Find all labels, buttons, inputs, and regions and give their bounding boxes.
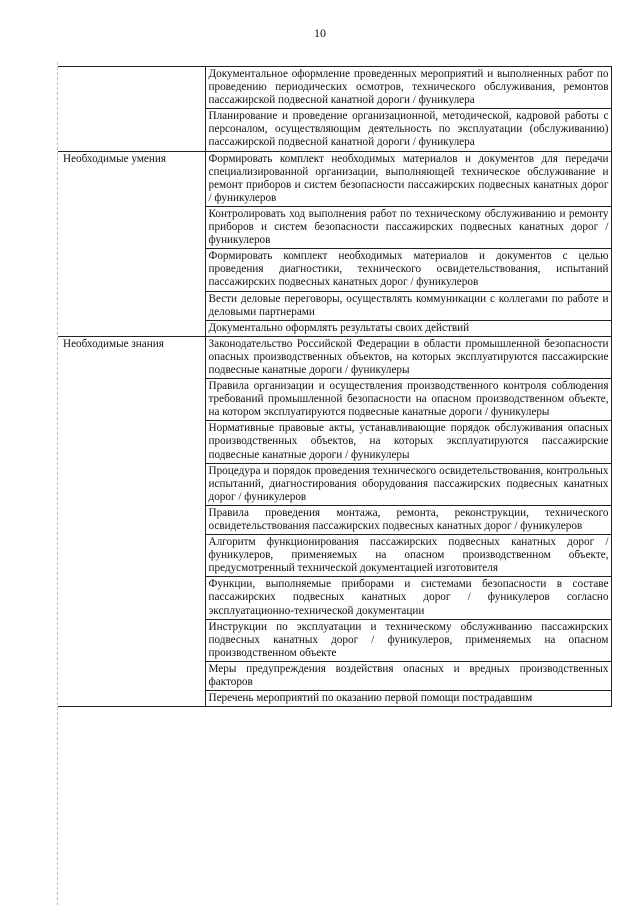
requirement-item: Формировать комплект необходимых материалов и документов с целью проведения диагностики, технического освидетельствования, испытаний пассажирских подвесных канатных дорог / фуникулеров <box>205 249 611 291</box>
requirement-item: Вести деловые переговоры, осуществлять коммуникации с коллегами по работе и деловыми партнерами <box>205 291 611 320</box>
requirement-item: Законодательство Российской Федерации в области промышленной безопасности опасных производственных объектов, на которых эксплуатируются пассажирские подвесные канатные дороги / фуникулеры <box>205 336 611 378</box>
competency-table <box>58 66 612 707</box>
table-row <box>58 67 611 109</box>
requirement-item: Формировать комплект необходимых материалов и документов для передачи специализированной организации, выполняющей техническое обслуживание и ремонт приборов и систем безопасности пассажирских подвесных канатных дорог / фуникулеров <box>205 151 611 206</box>
table-row <box>58 151 611 206</box>
section-label <box>58 67 205 152</box>
requirement-item: Документально оформлять результаты своих действий <box>205 320 611 336</box>
page-number: 10 <box>314 26 326 40</box>
section-label: Необходимые умения <box>58 151 205 336</box>
competency-table-body <box>58 67 611 707</box>
requirement-item: Меры предупреждения воздействия опасных и вредных производственных факторов <box>205 661 611 690</box>
requirement-item: Нормативные правовые акты, устанавливающие порядок обслуживания опасных производственных объектов, на которых эксплуатируются пассажирские подвесные канатные дороги / фуникулеры <box>205 421 611 463</box>
requirement-item: Документальное оформление проведенных мероприятий и выполненных работ по проведению периодических осмотров, технического обслуживания, ремонтов пассажирской подвесной канатной дороги / фуникулера <box>205 67 611 109</box>
requirement-item: Планирование и проведение организационной, методической, кадровой работы с персоналом, осуществляющим деятельность по эксплуатации (обслуживанию) пассажирской подвесной канатной дороги / фуникулера <box>205 109 611 151</box>
table-row <box>58 336 611 378</box>
requirement-item: Инструкции по эксплуатации и техническому обслуживанию пассажирских подвесных канатных дорог / фуникулеров, применяемых на опасном производственном объекте <box>205 619 611 661</box>
requirement-item: Функции, выполняемые приборами и системами безопасности в составе пассажирских подвесных канатных дорог / фуникулеров согласно эксплуатационно-технической документации <box>205 577 611 619</box>
requirement-item: Перечень мероприятий по оказанию первой помощи пострадавшим <box>205 691 611 707</box>
requirement-item: Алгоритм функционирования пассажирских подвесных канатных дорог / фуникулеров, применяемых на опасном производственном объекте, предусмотренный технической документацией изготовителя <box>205 535 611 577</box>
section-label: Необходимые знания <box>58 336 205 706</box>
requirement-item: Контролировать ход выполнения работ по техническому обслуживанию и ремонту приборов и систем безопасности пассажирских подвесных канатных дорог / фуникулеров <box>205 206 611 248</box>
requirement-item: Процедура и порядок проведения технического освидетельствования, контрольных испытаний, диагностирования оборудования пассажирских подвесных канатных дорог / фуникулеров <box>205 463 611 505</box>
requirement-item: Правила проведения монтажа, ремонта, реконструкции, технического освидетельствования пассажирских подвесных канатных дорог / фуникулеров <box>205 505 611 534</box>
requirement-item: Правила организации и осуществления производственного контроля соблюдения требований промышленной безопасности на опасном производственном объекте, на котором эксплуатируются подвесные канатные дороги / фуникулеры <box>205 379 611 421</box>
